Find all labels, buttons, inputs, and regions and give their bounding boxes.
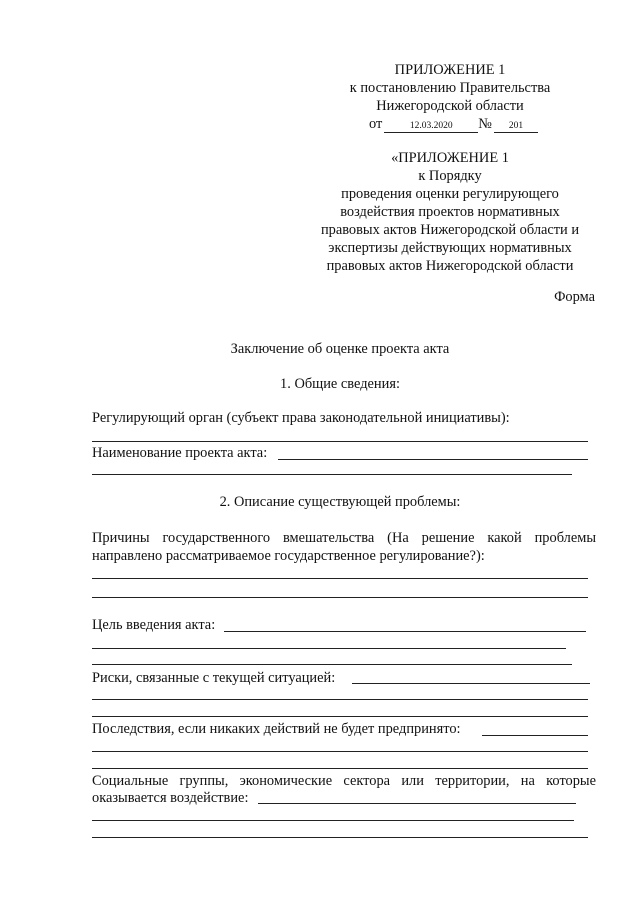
risks-field-1[interactable]	[352, 683, 590, 684]
risks-label: Риски, связанные с текущей ситуацией:	[92, 670, 336, 686]
section-1-title: 1. Общие сведения:	[280, 376, 400, 392]
goal-label: Цель введения акта:	[92, 617, 216, 633]
reasons-field-2[interactable]	[92, 597, 588, 598]
nested-appendix-line: экспертизы действующих нормативных	[328, 240, 572, 256]
nested-appendix-line: правовых актов Нижегородской области и	[320, 222, 580, 238]
reasons-label-line2: направлено рассматриваемое государственное регулирование?):	[92, 548, 485, 564]
nested-appendix-line: проведения оценки регулирующего	[341, 186, 559, 202]
act-name-field-2[interactable]	[92, 474, 572, 475]
number-sign: №	[478, 116, 493, 132]
appendix-title: ПРИЛОЖЕНИЕ 1	[394, 62, 506, 78]
nested-appendix-line: правовых актов Нижегородской области	[326, 258, 574, 274]
goal-field-2[interactable]	[92, 648, 566, 649]
nested-appendix-title: «ПРИЛОЖЕНИЕ 1	[391, 150, 509, 166]
date-prefix: от	[369, 116, 383, 132]
reasons-label-line1: Причины государственного вмешательства (На решение какой проблемы	[92, 530, 596, 546]
appendix-subtitle: к постановлению Правительства	[349, 80, 551, 96]
reasons-field-1[interactable]	[92, 578, 588, 579]
appendix-date-line	[369, 116, 538, 133]
risks-field-3[interactable]	[92, 716, 588, 717]
nested-appendix-line: к Порядку	[418, 168, 482, 184]
social-field-2[interactable]	[92, 820, 574, 821]
form-label: Форма	[554, 289, 595, 305]
risks-field-2[interactable]	[92, 699, 588, 700]
consequences-field-2[interactable]	[92, 751, 588, 752]
nested-appendix-line: воздействия проектов нормативных	[340, 204, 560, 220]
regulator-field[interactable]	[92, 441, 588, 442]
date-field: 12.03.2020	[384, 121, 478, 133]
consequences-field-1[interactable]	[482, 735, 588, 736]
social-label-line2: оказывается воздействие:	[92, 790, 249, 806]
social-field-3[interactable]	[92, 837, 588, 838]
act-name-label: Наименование проекта акта:	[92, 445, 268, 461]
act-name-field[interactable]	[278, 459, 588, 460]
social-label-line1: Социальные группы, экономические сектора или территории, на которые	[92, 773, 596, 789]
goal-field-3[interactable]	[92, 664, 572, 665]
number-field: 201	[494, 121, 538, 133]
section-2-title: 2. Описание существующей проблемы:	[219, 494, 461, 510]
consequences-field-3[interactable]	[92, 768, 588, 769]
goal-field-1[interactable]	[224, 631, 586, 632]
social-field-1[interactable]	[258, 803, 576, 804]
document-title: Заключение об оценке проекта акта	[230, 341, 450, 357]
appendix-region: Нижегородской области	[376, 98, 524, 114]
regulator-label: Регулирующий орган (субъект права законодательной инициативы):	[92, 410, 510, 426]
consequences-label: Последствия, если никаких действий не будет предпринято:	[92, 721, 461, 737]
